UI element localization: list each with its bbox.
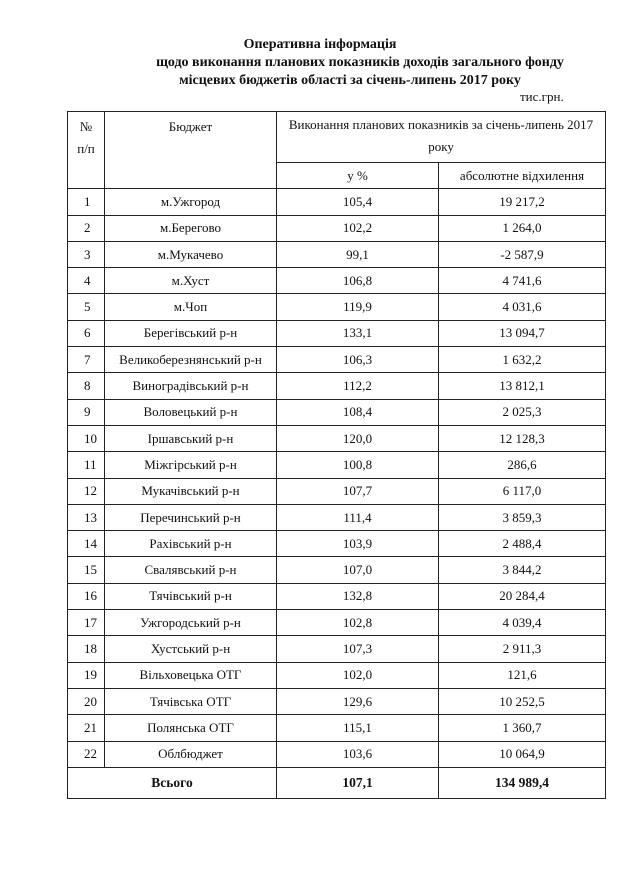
table-row — [68, 399, 606, 425]
row-number: 11 — [68, 452, 105, 478]
table-row — [68, 636, 606, 662]
table-row — [68, 504, 606, 530]
row-budget-name: Хустський р-н — [105, 636, 277, 662]
row-deviation: 1 264,0 — [439, 215, 606, 241]
row-budget-name: Міжгірський р-н — [105, 452, 277, 478]
row-budget-name: м.Чоп — [105, 294, 277, 320]
row-percent: 103,6 — [277, 741, 439, 767]
row-percent: 107,7 — [277, 478, 439, 504]
row-budget-name: м.Хуст — [105, 268, 277, 294]
row-number: 22 — [68, 741, 105, 767]
table-row — [68, 425, 606, 451]
row-number: 20 — [68, 688, 105, 714]
row-number: 2 — [68, 215, 105, 241]
row-number: 16 — [68, 583, 105, 609]
row-number: 18 — [68, 636, 105, 662]
row-budget-name: Тячівський р-н — [105, 583, 277, 609]
row-number: 1 — [68, 189, 105, 215]
table-row — [68, 294, 606, 320]
header-budget: Бюджет — [105, 112, 277, 189]
row-deviation: 1 360,7 — [439, 715, 606, 741]
table-row — [68, 662, 606, 688]
row-deviation: 12 128,3 — [439, 425, 606, 451]
table-row — [68, 241, 606, 267]
table-row — [68, 557, 606, 583]
row-percent: 106,8 — [277, 268, 439, 294]
row-deviation: 3 844,2 — [439, 557, 606, 583]
row-number: 5 — [68, 294, 105, 320]
row-deviation: 20 284,4 — [439, 583, 606, 609]
table-row — [68, 610, 606, 636]
row-budget-name: м.Берегово — [105, 215, 277, 241]
row-budget-name: м.Мукачево — [105, 241, 277, 267]
row-percent: 102,8 — [277, 610, 439, 636]
row-percent: 119,9 — [277, 294, 439, 320]
row-deviation: 2 025,3 — [439, 399, 606, 425]
table-row — [68, 268, 606, 294]
row-number: 8 — [68, 373, 105, 399]
row-percent: 108,4 — [277, 399, 439, 425]
row-budget-name: Облбюджет — [105, 741, 277, 767]
row-deviation: 13 094,7 — [439, 320, 606, 346]
row-deviation: 4 031,6 — [439, 294, 606, 320]
row-budget-name: Рахівський р-н — [105, 531, 277, 557]
row-number: 9 — [68, 399, 105, 425]
table-row — [68, 215, 606, 241]
row-deviation: 4 039,4 — [439, 610, 606, 636]
row-number: 21 — [68, 715, 105, 741]
header-number — [68, 112, 105, 189]
row-budget-name: Тячівська ОТГ — [105, 688, 277, 714]
row-percent: 120,0 — [277, 425, 439, 451]
row-number: 15 — [68, 557, 105, 583]
row-number: 6 — [68, 320, 105, 346]
total-percent: 107,1 — [277, 767, 439, 798]
row-percent: 102,2 — [277, 215, 439, 241]
row-percent: 107,0 — [277, 557, 439, 583]
title-line-3: місцевих бюджетів області за січень-липень 2017 року — [179, 73, 521, 88]
table-row — [68, 478, 606, 504]
title-line-2: щодо виконання планових показників доходів загального фонду — [156, 55, 564, 70]
row-budget-name: Свалявський р-н — [105, 557, 277, 583]
row-budget-name: Ужгородський р-н — [105, 610, 277, 636]
row-deviation: -2 587,9 — [439, 241, 606, 267]
row-number: 12 — [68, 478, 105, 504]
row-deviation: 10 252,5 — [439, 688, 606, 714]
row-percent: 99,1 — [277, 241, 439, 267]
row-budget-name: Берегівський р-н — [105, 320, 277, 346]
table-row — [68, 320, 606, 346]
title-line-1: Оперативна інформація — [243, 37, 397, 52]
row-percent: 102,0 — [277, 662, 439, 688]
header-deviation: абсолютне відхилення — [439, 163, 606, 189]
table-row — [68, 189, 606, 215]
row-deviation: 13 812,1 — [439, 373, 606, 399]
row-percent: 106,3 — [277, 347, 439, 373]
row-percent: 111,4 — [277, 504, 439, 530]
row-budget-name: Вільховецька ОТГ — [105, 662, 277, 688]
row-percent: 129,6 — [277, 688, 439, 714]
row-budget-name: Воловецький р-н — [105, 399, 277, 425]
header-percent: у % — [277, 163, 439, 189]
row-number: 17 — [68, 610, 105, 636]
row-percent: 100,8 — [277, 452, 439, 478]
table-row — [68, 531, 606, 557]
table-row — [68, 347, 606, 373]
total-row — [68, 767, 606, 798]
row-number: 19 — [68, 662, 105, 688]
row-deviation: 1 632,2 — [439, 347, 606, 373]
row-number: 7 — [68, 347, 105, 373]
row-budget-name: м.Ужгород — [105, 189, 277, 215]
table-row — [68, 452, 606, 478]
row-deviation: 121,6 — [439, 662, 606, 688]
row-deviation: 4 741,6 — [439, 268, 606, 294]
row-deviation: 6 117,0 — [439, 478, 606, 504]
table-row — [68, 688, 606, 714]
row-percent: 103,9 — [277, 531, 439, 557]
header-execution: Виконання планових показників за січень-липень 2017 року — [277, 112, 606, 163]
row-number: 4 — [68, 268, 105, 294]
units-label: тис.грн. — [520, 89, 564, 104]
row-percent: 115,1 — [277, 715, 439, 741]
row-budget-name: Великоберезнянський р-н — [105, 347, 277, 373]
table-row — [68, 715, 606, 741]
row-percent: 132,8 — [277, 583, 439, 609]
row-number: 10 — [68, 425, 105, 451]
row-percent: 107,3 — [277, 636, 439, 662]
total-deviation: 134 989,4 — [439, 767, 606, 798]
row-budget-name: Перечинський р-н — [105, 504, 277, 530]
row-number: 3 — [68, 241, 105, 267]
row-number: 13 — [68, 504, 105, 530]
row-budget-name: Полянська ОТГ — [105, 715, 277, 741]
row-budget-name: Виноградівський р-н — [105, 373, 277, 399]
total-label: Всього — [68, 767, 277, 798]
row-deviation: 2 911,3 — [439, 636, 606, 662]
table-row — [68, 741, 606, 767]
row-percent: 112,2 — [277, 373, 439, 399]
budget-execution-table — [67, 111, 606, 799]
row-deviation: 19 217,2 — [439, 189, 606, 215]
row-deviation: 10 064,9 — [439, 741, 606, 767]
header-number-label: № п/п — [77, 119, 95, 156]
row-deviation: 3 859,3 — [439, 504, 606, 530]
row-number: 14 — [68, 531, 105, 557]
row-percent: 133,1 — [277, 320, 439, 346]
row-deviation: 286,6 — [439, 452, 606, 478]
table-row — [68, 373, 606, 399]
row-budget-name: Мукачівський р-н — [105, 478, 277, 504]
table-row — [68, 583, 606, 609]
row-percent: 105,4 — [277, 189, 439, 215]
row-deviation: 2 488,4 — [439, 531, 606, 557]
row-budget-name: Іршавський р-н — [105, 425, 277, 451]
